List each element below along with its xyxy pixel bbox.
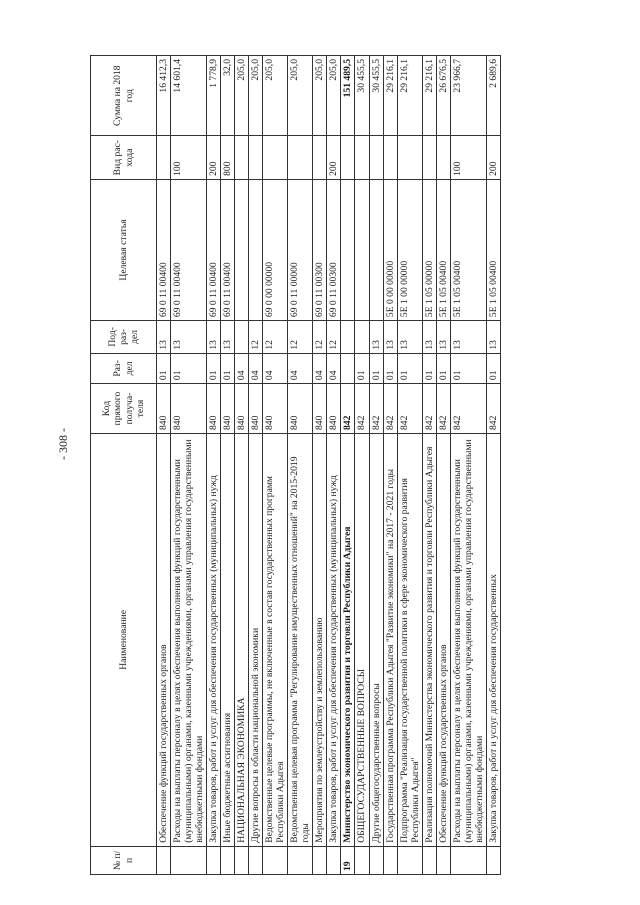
- header-num: № п/п: [91, 846, 157, 874]
- table-row: [397, 56, 422, 875]
- table-header-row: [91, 56, 157, 875]
- budget-table: [90, 55, 501, 875]
- cell-razdel: 01: [207, 353, 221, 383]
- table-row: [436, 56, 450, 875]
- cell-num: [207, 846, 221, 874]
- cell-podrazdel: 13: [171, 321, 207, 354]
- cell-code: 840: [288, 384, 313, 434]
- cell-target: [235, 179, 249, 320]
- cell-num: [369, 846, 383, 874]
- cell-sum: 23 966,7: [450, 56, 486, 136]
- cell-target: 69 0 11 00400: [171, 179, 207, 320]
- cell-vid: [313, 136, 327, 179]
- cell-vid: [249, 136, 263, 179]
- cell-razdel: 01: [369, 353, 383, 383]
- cell-razdel: 04: [263, 353, 288, 383]
- cell-podrazdel: [355, 321, 369, 354]
- cell-sum: 30 455,5: [355, 56, 369, 136]
- cell-podrazdel: 12: [263, 321, 288, 354]
- cell-num: [171, 846, 207, 874]
- table-row: [486, 56, 500, 875]
- cell-razdel: 01: [486, 353, 500, 383]
- cell-vid: [288, 136, 313, 179]
- cell-razdel: 01: [221, 353, 235, 383]
- table-row: [249, 56, 263, 875]
- cell-vid: 100: [450, 136, 486, 179]
- cell-code: 840: [327, 384, 341, 434]
- cell-razdel: 04: [327, 353, 341, 383]
- cell-podrazdel: 12: [313, 321, 327, 354]
- cell-num: [450, 846, 486, 874]
- cell-code: 842: [450, 384, 486, 434]
- cell-vid: 800: [221, 136, 235, 179]
- cell-name: Государственная программа Республики Адыгея "Развитие экономики" на 2017 - 2021 годы: [383, 434, 397, 847]
- cell-name: Подпрограмма "Реализация государственной политики в сфере экономического развития Республики Адыгея": [397, 434, 422, 847]
- cell-sum: 26 676,5: [436, 56, 450, 136]
- cell-sum: 205,0: [327, 56, 341, 136]
- cell-target: 5Е 1 05 00000: [422, 179, 436, 320]
- cell-razdel: 01: [157, 353, 171, 383]
- page-number: - 308 -: [56, 428, 70, 460]
- cell-vid: 200: [486, 136, 500, 179]
- cell-razdel: 01: [171, 353, 207, 383]
- cell-num: [422, 846, 436, 874]
- cell-num: [235, 846, 249, 874]
- cell-razdel: 01: [397, 353, 422, 383]
- cell-target: [355, 179, 369, 320]
- cell-code: 840: [171, 384, 207, 434]
- cell-razdel: 04: [235, 353, 249, 383]
- cell-target: 5Е 0 00 00000: [383, 179, 397, 320]
- cell-num: [313, 846, 327, 874]
- cell-name: Министерство экономического развития и торговли Республики Адыгея: [341, 434, 355, 847]
- cell-sum: 205,0: [288, 56, 313, 136]
- cell-code: 842: [341, 384, 355, 434]
- header-podrazdel: Под-раз-дел: [91, 321, 157, 354]
- cell-sum: 2 689,6: [486, 56, 500, 136]
- cell-num: [288, 846, 313, 874]
- table-body: [157, 56, 501, 875]
- cell-target: [369, 179, 383, 320]
- cell-sum: 205,0: [249, 56, 263, 136]
- cell-razdel: 01: [436, 353, 450, 383]
- cell-num: [249, 846, 263, 874]
- cell-target: 69 0 00 00000: [263, 179, 288, 320]
- cell-name: Расходы на выплаты персоналу в целях обеспечения выполнения функций государственными (муниципальными) органами, казенными учреждениями, органами управления государственными внебюджетными фондами: [171, 434, 207, 847]
- cell-vid: [355, 136, 369, 179]
- cell-name: Другие общегосударственные вопросы: [369, 434, 383, 847]
- cell-name: Закупка товаров, работ и услуг для обеспечения государственных: [486, 434, 500, 847]
- cell-target: [249, 179, 263, 320]
- cell-name: Ведомственная целевая программа "Регулирование имущественных отношений" на 2015-2019 годы: [288, 434, 313, 847]
- header-name: Наименование: [91, 434, 157, 847]
- table-row: [450, 56, 486, 875]
- cell-name: Закупка товаров, работ и услуг для обеспечения государственных (муниципальных) нужд: [207, 434, 221, 847]
- cell-sum: 16 412,3: [157, 56, 171, 136]
- cell-vid: [369, 136, 383, 179]
- cell-vid: 100: [171, 136, 207, 179]
- cell-vid: [436, 136, 450, 179]
- table-row: [221, 56, 235, 875]
- cell-code: 842: [383, 384, 397, 434]
- header-sum: Сумма на 2018 год: [91, 56, 157, 136]
- cell-podrazdel: [341, 321, 355, 354]
- cell-sum: 205,0: [313, 56, 327, 136]
- cell-podrazdel: 13: [157, 321, 171, 354]
- cell-razdel: 04: [249, 353, 263, 383]
- cell-razdel: 01: [383, 353, 397, 383]
- cell-vid: [235, 136, 249, 179]
- cell-razdel: 01: [422, 353, 436, 383]
- cell-sum: 205,0: [263, 56, 288, 136]
- cell-num: [397, 846, 422, 874]
- cell-sum: 29 216,1: [383, 56, 397, 136]
- cell-num: [327, 846, 341, 874]
- cell-target: 69 0 11 00000: [288, 179, 313, 320]
- header-target: Целевая статья: [91, 179, 157, 320]
- cell-target: 69 0 11 00300: [313, 179, 327, 320]
- cell-num: [221, 846, 235, 874]
- table-row: [369, 56, 383, 875]
- cell-sum: 151 489,5: [341, 56, 355, 136]
- table-row: [327, 56, 341, 875]
- cell-code: 840: [313, 384, 327, 434]
- cell-target: [341, 179, 355, 320]
- cell-vid: [383, 136, 397, 179]
- cell-razdel: 01: [355, 353, 369, 383]
- cell-podrazdel: 13: [486, 321, 500, 354]
- cell-name: Закупка товаров, работ и услуг для обеспечения государственных (муниципальных) нужд: [327, 434, 341, 847]
- cell-target: 5Е 1 05 00400: [436, 179, 450, 320]
- cell-code: 840: [235, 384, 249, 434]
- cell-target: 69 0 11 00400: [221, 179, 235, 320]
- cell-target: 5Е 1 05 00400: [486, 179, 500, 320]
- cell-vid: 200: [207, 136, 221, 179]
- cell-podrazdel: 13: [221, 321, 235, 354]
- cell-podrazdel: 12: [249, 321, 263, 354]
- cell-name: Ведомственные целевые программы, не включенные в состав государственных программ Республики Адыгея: [263, 434, 288, 847]
- table-row: [171, 56, 207, 875]
- cell-code: 842: [369, 384, 383, 434]
- cell-vid: [263, 136, 288, 179]
- cell-razdel: [341, 353, 355, 383]
- cell-num: [263, 846, 288, 874]
- table-row: [288, 56, 313, 875]
- cell-name: Другие вопросы в области национальной экономики: [249, 434, 263, 847]
- table-row: [207, 56, 221, 875]
- rotated-table-wrapper: [90, 55, 610, 875]
- table-row: [422, 56, 436, 875]
- cell-sum: 14 601,4: [171, 56, 207, 136]
- cell-podrazdel: 13: [436, 321, 450, 354]
- cell-sum: 205,0: [235, 56, 249, 136]
- cell-name: Мероприятия по землеустройству и землепользованию: [313, 434, 327, 847]
- cell-code: 842: [355, 384, 369, 434]
- cell-target: 5Е 1 00 00000: [397, 179, 422, 320]
- cell-num: 19: [341, 846, 355, 874]
- cell-podrazdel: 12: [327, 321, 341, 354]
- cell-sum: 29 216,1: [422, 56, 436, 136]
- cell-podrazdel: 13: [207, 321, 221, 354]
- cell-target: 69 0 11 00400: [207, 179, 221, 320]
- cell-vid: [157, 136, 171, 179]
- cell-podrazdel: 13: [450, 321, 486, 354]
- cell-code: 842: [422, 384, 436, 434]
- cell-podrazdel: 13: [369, 321, 383, 354]
- cell-razdel: 04: [313, 353, 327, 383]
- cell-code: 842: [397, 384, 422, 434]
- cell-num: [355, 846, 369, 874]
- table-row: [313, 56, 327, 875]
- cell-name: Обеспечение функций государственных органов: [157, 434, 171, 847]
- cell-target: 69 0 11 00300: [327, 179, 341, 320]
- cell-podrazdel: 13: [383, 321, 397, 354]
- cell-razdel: 04: [288, 353, 313, 383]
- table-row: [341, 56, 355, 875]
- cell-code: 840: [207, 384, 221, 434]
- cell-podrazdel: 13: [422, 321, 436, 354]
- cell-sum: 32,0: [221, 56, 235, 136]
- header-vid: Вид рас-хода: [91, 136, 157, 179]
- cell-code: 840: [157, 384, 171, 434]
- cell-name: Реализация полномочий Министерства экономического развития и торговли Республики Адыгея: [422, 434, 436, 847]
- cell-name: Расходы на выплаты персоналу в целях обеспечения выполнения функций государственными (муниципальными) органами, казенными учреждениями, органами управления государственными внебюджетными фондами: [450, 434, 486, 847]
- cell-num: [436, 846, 450, 874]
- cell-num: [486, 846, 500, 874]
- cell-vid: [397, 136, 422, 179]
- cell-num: [383, 846, 397, 874]
- header-code: Код прямого получа-теля: [91, 384, 157, 434]
- cell-vid: [341, 136, 355, 179]
- cell-sum: 29 216,1: [397, 56, 422, 136]
- cell-podrazdel: 12: [288, 321, 313, 354]
- table-row: [383, 56, 397, 875]
- cell-target: 5Е 1 05 00400: [450, 179, 486, 320]
- table-row: [235, 56, 249, 875]
- cell-vid: 200: [327, 136, 341, 179]
- cell-name: ОБЩЕГОСУДАРСТВЕННЫЕ ВОПРОСЫ: [355, 434, 369, 847]
- cell-target: 69 0 11 00400: [157, 179, 171, 320]
- cell-podrazdel: [235, 321, 249, 354]
- cell-name: Иные бюджетные ассигнования: [221, 434, 235, 847]
- cell-podrazdel: 13: [397, 321, 422, 354]
- table-row: [157, 56, 171, 875]
- cell-code: 842: [486, 384, 500, 434]
- cell-sum: 1 778,9: [207, 56, 221, 136]
- cell-name: НАЦИОНАЛЬНАЯ ЭКОНОМИКА: [235, 434, 249, 847]
- cell-code: 840: [221, 384, 235, 434]
- cell-code: 840: [249, 384, 263, 434]
- cell-vid: [422, 136, 436, 179]
- cell-name: Обеспечение функций государственных органов: [436, 434, 450, 847]
- table-row: [263, 56, 288, 875]
- cell-num: [157, 846, 171, 874]
- cell-code: 842: [436, 384, 450, 434]
- cell-sum: 30 455,5: [369, 56, 383, 136]
- cell-razdel: 01: [450, 353, 486, 383]
- cell-code: 840: [263, 384, 288, 434]
- table-row: [355, 56, 369, 875]
- header-razdel: Раз-дел: [91, 353, 157, 383]
